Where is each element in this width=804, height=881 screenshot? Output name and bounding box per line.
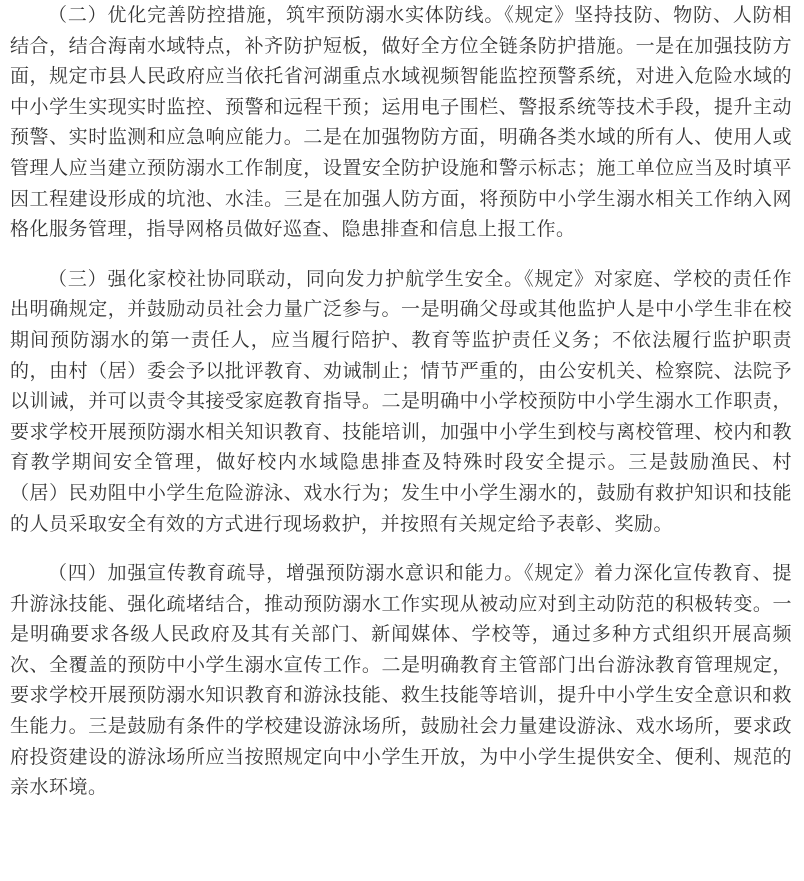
paragraph-family-school-society: （三）强化家校社协同联动，同向发力护航学生安全。《规定》对家庭、学校的责任作出明确规定，并鼓励动员社会力量广泛参与。一是明确父母或其他监护人是中小学生非在校期间预防溺水的第一责任人，应当履行陪护、教育等监护责任义务；不依法履行监护职责的，由村（居）委会予以批评教育、劝诫制止；情节严重的，由公安机关、检察院、法院予以训诫，并可以责令其接受家庭教育指导。二是明确中小学校预防中小学生溺水工作职责，要求学校开展预防溺水相关知识教育、技能培训，加强中小学生到校与离校管理、校内和教育教学期间安全管理，做好校内水域隐患排查及特殊时段安全提示。三是鼓励渔民、村（居）民劝阻中小学生危险游泳、戏水行为；发生中小学生溺水的，鼓励有救护知识和技能的人员采取安全有效的方式进行现场救护，并按照有关规定给予表彰、奖励。 (10, 267, 792, 535)
paragraph-education-guidance: （四）加强宣传教育疏导，增强预防溺水意识和能力。《规定》着力深化宣传教育、提升游泳技能、强化疏堵结合，推动预防溺水工作实现从被动应对到主动防范的积极转变。一是明确要求各级人民政府及其有关部门、新闻媒体、学校等，通过多种方式组织开展高频次、全覆盖的预防中小学生溺水宣传工作。二是明确教育主管部门出台游泳教育管理规定，要求学校开展预防溺水知识教育和游泳技能、救生技能等培训，提升中小学生安全意识和救生能力。三是鼓励有条件的学校建设游泳场所，鼓励社会力量建设游泳、戏水场所，要求政府投资建设的游泳场所应当按照规定向中小学生开放，为中小学生提供安全、便利、规范的亲水环境。 (10, 562, 792, 799)
paragraph-prevention-measures: （二）优化完善防控措施，筑牢预防溺水实体防线。《规定》坚持技防、物防、人防相结合，结合海南水域特点，补齐防护短板，做好全方位全链条防护措施。一是在加强技防方面，规定市县人民政府应当依托省河湖重点水域视频智能监控预警系统，对进入危险水域的中小学生实现实时监控、预警和远程干预；运用电子围栏、警报系统等技术手段，提升主动预警、实时监测和应急响应能力。二是在加强物防方面，明确各类水域的所有人、使用人或管理人应当建立预防溺水工作制度，设置安全防护设施和警示标志；施工单位应当及时填平因工程建设形成的坑池、水洼。三是在加强人防方面，将预防中小学生溺水相关工作纳入网格化服务管理，指导网格员做好巡查、隐患排查和信息上报工作。 (10, 4, 792, 241)
